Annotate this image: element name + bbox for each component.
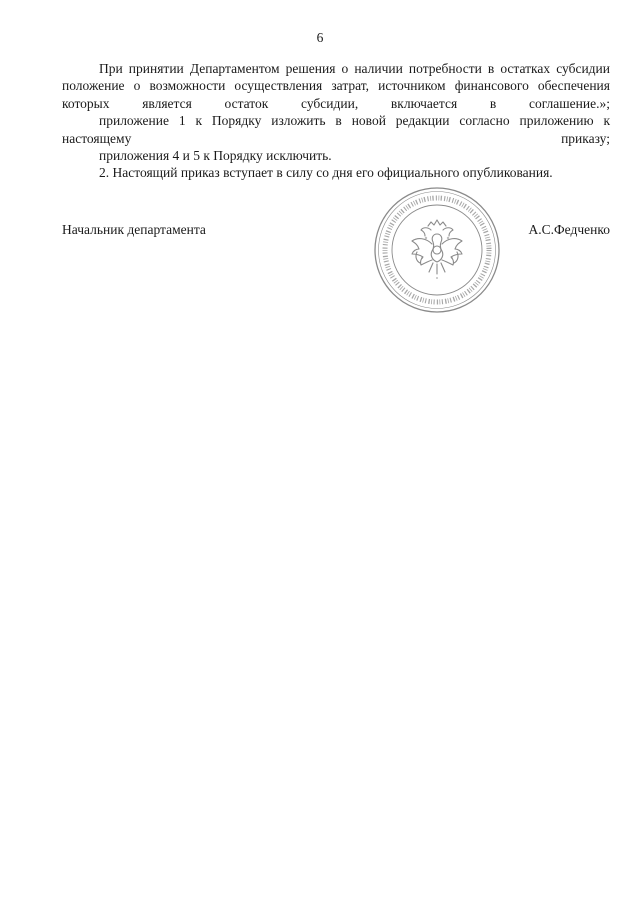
- paragraph-appendix-1: приложение 1 к Порядку изложить в новой редакции согласно приложению к настоящему приказу;: [62, 113, 610, 146]
- document-body: [62, 60, 610, 182]
- page-number: 6: [316, 30, 324, 45]
- signatory-position: Начальник департамента: [62, 222, 206, 237]
- official-seal-icon: [373, 186, 501, 314]
- paragraph-subsidy-remainder: При принятии Департаментом решения о наличии потребности в остатках субсидии положение о возможности осуществления затрат, источником финансового обеспечения которых является остаток субсидии, включается в соглашение.»;: [62, 61, 610, 111]
- paragraph-appendix-4-5: приложения 4 и 5 к Порядку исключить.: [99, 148, 332, 164]
- signatory-name: А.С.Федченко: [528, 222, 610, 237]
- paragraph-effective-date: 2. Настоящий приказ вступает в силу со дня его официального опубликования.: [99, 165, 553, 181]
